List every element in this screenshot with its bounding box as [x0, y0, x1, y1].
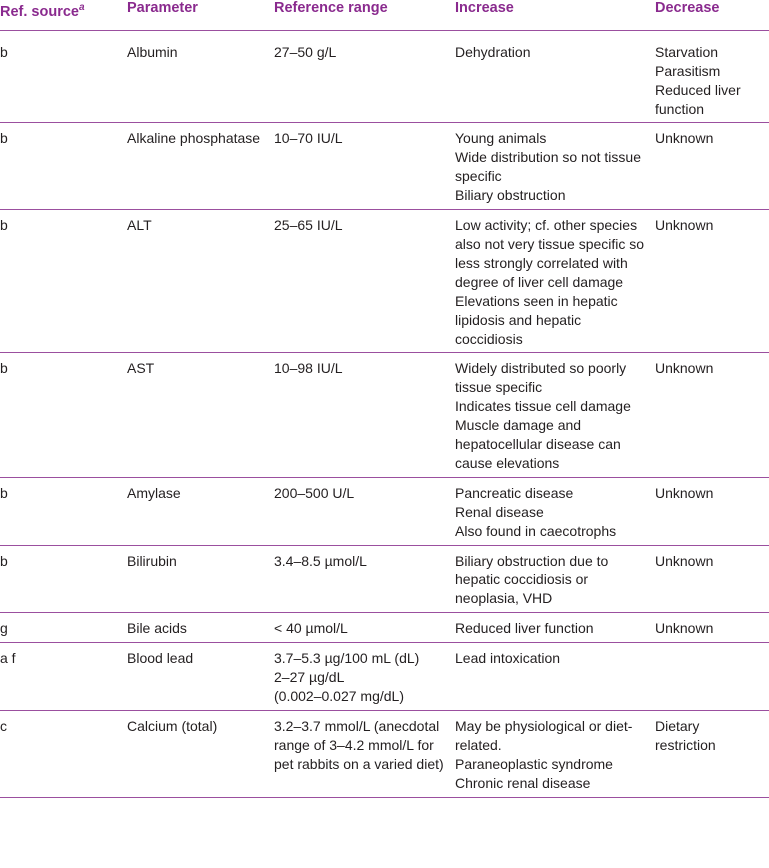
cell-parameter: Bilirubin — [127, 552, 177, 569]
cell-decrease: Unknown — [655, 484, 714, 501]
header-increase: Increase — [455, 0, 514, 16]
cell-decrease: Unknown — [655, 217, 714, 234]
cell-decrease: Unknown — [655, 620, 714, 637]
cell-increase: May be physiological or diet-related. Paraneoplastic syndrome Chronic renal disease — [455, 717, 633, 791]
header-parameter: Parameter — [127, 0, 198, 16]
cell-parameter: Calcium (total) — [127, 717, 218, 734]
cell-reference-range: 10–98 IU/L — [274, 360, 343, 377]
table-row — [0, 30, 769, 123]
cell-increase: Biliary obstruction due to hepatic coccidiosis or neoplasia, VHD — [455, 552, 609, 607]
cell-decrease: Unknown — [655, 130, 714, 147]
cell-increase: Widely distributed so poorly tissue specific Indicates tissue cell damage Muscle damage and hepatocellular disease can cause elevations — [455, 360, 631, 471]
cell-increase: Lead intoxication — [455, 650, 561, 667]
table-row — [0, 545, 769, 613]
cell-ref-source: b — [0, 552, 8, 569]
cell-increase: Low activity; cf. other species also not very tissue specific so less strongly correlated with degree of liver cell damage Elevations seen in hepatic lipidosis and hepatic coccidiosis — [455, 217, 645, 347]
cell-parameter: Amylase — [127, 484, 181, 501]
table-row — [0, 210, 769, 353]
header-decrease: Decrease — [655, 0, 720, 16]
cell-ref-source: g — [0, 620, 8, 637]
cell-reference-range: 200–500 U/L — [274, 484, 355, 501]
cell-decrease — [655, 643, 769, 711]
header-row — [0, 0, 769, 30]
cell-ref-source: b — [0, 130, 8, 147]
cell-parameter: AST — [127, 360, 155, 377]
cell-ref-source: b — [0, 484, 8, 501]
table-body — [0, 30, 769, 797]
cell-ref-source: c — [0, 717, 7, 734]
cell-ref-source: a f — [0, 650, 16, 667]
header-ref-source-footnote: a — [78, 2, 85, 13]
cell-reference-range: 25–65 IU/L — [274, 217, 343, 234]
cell-parameter: Alkaline phosphatase — [127, 130, 261, 147]
table-row — [0, 643, 769, 711]
table-row — [0, 613, 769, 643]
cell-parameter: Bile acids — [127, 620, 187, 637]
cell-reference-range: 3.7–5.3 µg/100 mL (dL) 2–27 µg/dL (0.002–0.027 mg/dL) — [274, 650, 420, 705]
cell-reference-range: 10–70 IU/L — [274, 130, 343, 147]
cell-reference-range: < 40 µmol/L — [274, 620, 348, 637]
cell-decrease: Unknown — [655, 360, 714, 377]
header-ref-source: Ref. source$^a$ — [0, 2, 85, 20]
table-row — [0, 477, 769, 545]
table-row — [0, 353, 769, 477]
table-row — [0, 123, 769, 210]
cell-parameter: ALT — [127, 217, 152, 234]
cell-decrease: Dietary restriction — [655, 717, 716, 753]
cell-increase: Pancreatic disease Renal disease Also found in caecotrophs — [455, 484, 617, 539]
cell-ref-source: b — [0, 217, 8, 234]
cell-decrease: Starvation Parasitism Reduced liver function — [655, 43, 741, 117]
cell-increase: Reduced liver function — [455, 620, 594, 637]
header-reference-range: Reference range — [274, 0, 388, 16]
cell-reference-range: 27–50 g/L — [274, 43, 337, 60]
cell-ref-source: b — [0, 43, 8, 60]
cell-ref-source: b — [0, 360, 8, 377]
cell-increase: Young animals Wide distribution so not tissue specific Biliary obstruction — [455, 130, 641, 204]
cell-parameter: Blood lead — [127, 650, 194, 667]
cell-reference-range: 3.4–8.5 µmol/L — [274, 552, 367, 569]
cell-parameter: Albumin — [127, 43, 178, 60]
cell-reference-range: 3.2–3.7 mmol/L (anecdotal range of 3–4.2 mmol/L for pet rabbits on a varied diet) — [274, 717, 444, 772]
table-row — [0, 710, 769, 797]
cell-increase: Dehydration — [455, 43, 531, 60]
cell-decrease: Unknown — [655, 552, 714, 569]
